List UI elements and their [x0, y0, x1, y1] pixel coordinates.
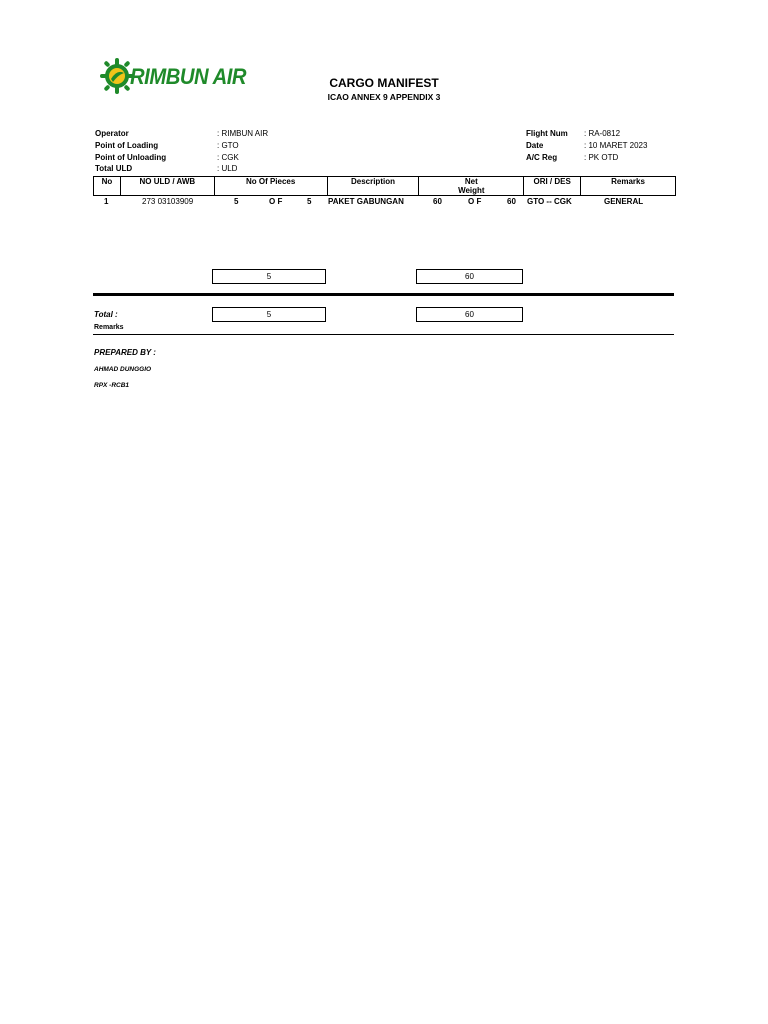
page-subtitle: ICAO ANNEX 9 APPENDIX 3	[327, 92, 441, 102]
col-description: Description	[327, 177, 419, 196]
loading-value: : GTO	[217, 141, 239, 150]
row-pieces-b: 5	[307, 197, 312, 206]
unloading-value: : CGK	[217, 153, 239, 162]
col-net-weight-line2: Weight	[458, 186, 485, 195]
total-weight-box: 60	[416, 307, 523, 322]
logo-text: RIMBUN AIR	[130, 64, 247, 89]
prepared-by-name: AHMAD DUNGGIO	[94, 366, 152, 373]
prepared-by-station: RPX -RCB1	[94, 382, 130, 389]
operator-value: : RIMBUN AIR	[217, 129, 269, 138]
total-label: Total :	[94, 310, 118, 319]
col-remarks: Remarks	[581, 177, 676, 196]
row-weight-a: 60	[433, 197, 442, 206]
row-awb: 273 03103909	[142, 197, 194, 206]
date-label: Date	[526, 141, 544, 150]
row-pieces-of: O F	[269, 197, 283, 206]
total-pieces-box: 5	[212, 307, 326, 322]
flight-num-value: : RA-0812	[584, 129, 621, 138]
col-no: No	[94, 177, 121, 196]
subtotal-weight-box: 60	[416, 269, 523, 284]
loading-label: Point of Loading	[95, 141, 159, 150]
thin-divider	[93, 334, 674, 335]
subtotal-pieces-box: 5	[212, 269, 326, 284]
col-net-weight-line1: Net	[464, 177, 478, 186]
remarks-label: Remarks	[94, 324, 124, 331]
unloading-label: Point of Unloading	[95, 153, 167, 162]
row-ori-des: GTO -- CGK	[527, 197, 572, 206]
date-value: : 10 MARET 2023	[584, 141, 648, 150]
col-uld-awb: NO ULD / AWB	[120, 177, 214, 196]
col-ori-des: ORI / DES	[524, 177, 581, 196]
thick-divider	[93, 293, 674, 296]
page-title: CARGO MANIFEST	[329, 76, 439, 90]
col-pieces: No Of Pieces	[214, 177, 327, 196]
row-remarks: GENERAL	[604, 197, 644, 206]
row-weight-of: O F	[468, 197, 482, 206]
prepared-by-label: PREPARED BY :	[94, 348, 156, 357]
ac-reg-value: : PK OTD	[584, 153, 619, 162]
row-pieces-a: 5	[234, 197, 239, 206]
ac-reg-label: A/C Reg	[526, 153, 558, 162]
operator-label: Operator	[95, 129, 129, 138]
row-description: PAKET GABUNGAN	[328, 197, 404, 206]
manifest-table	[93, 176, 676, 196]
total-uld-label: Total ULD	[95, 164, 133, 173]
col-net-weight	[419, 177, 524, 196]
flight-num-label: Flight Num	[526, 129, 568, 138]
table-header-row	[94, 177, 676, 196]
row-weight-b: 60	[507, 197, 516, 206]
total-uld-value: : ULD	[217, 164, 238, 173]
row-no: 1	[104, 197, 109, 206]
